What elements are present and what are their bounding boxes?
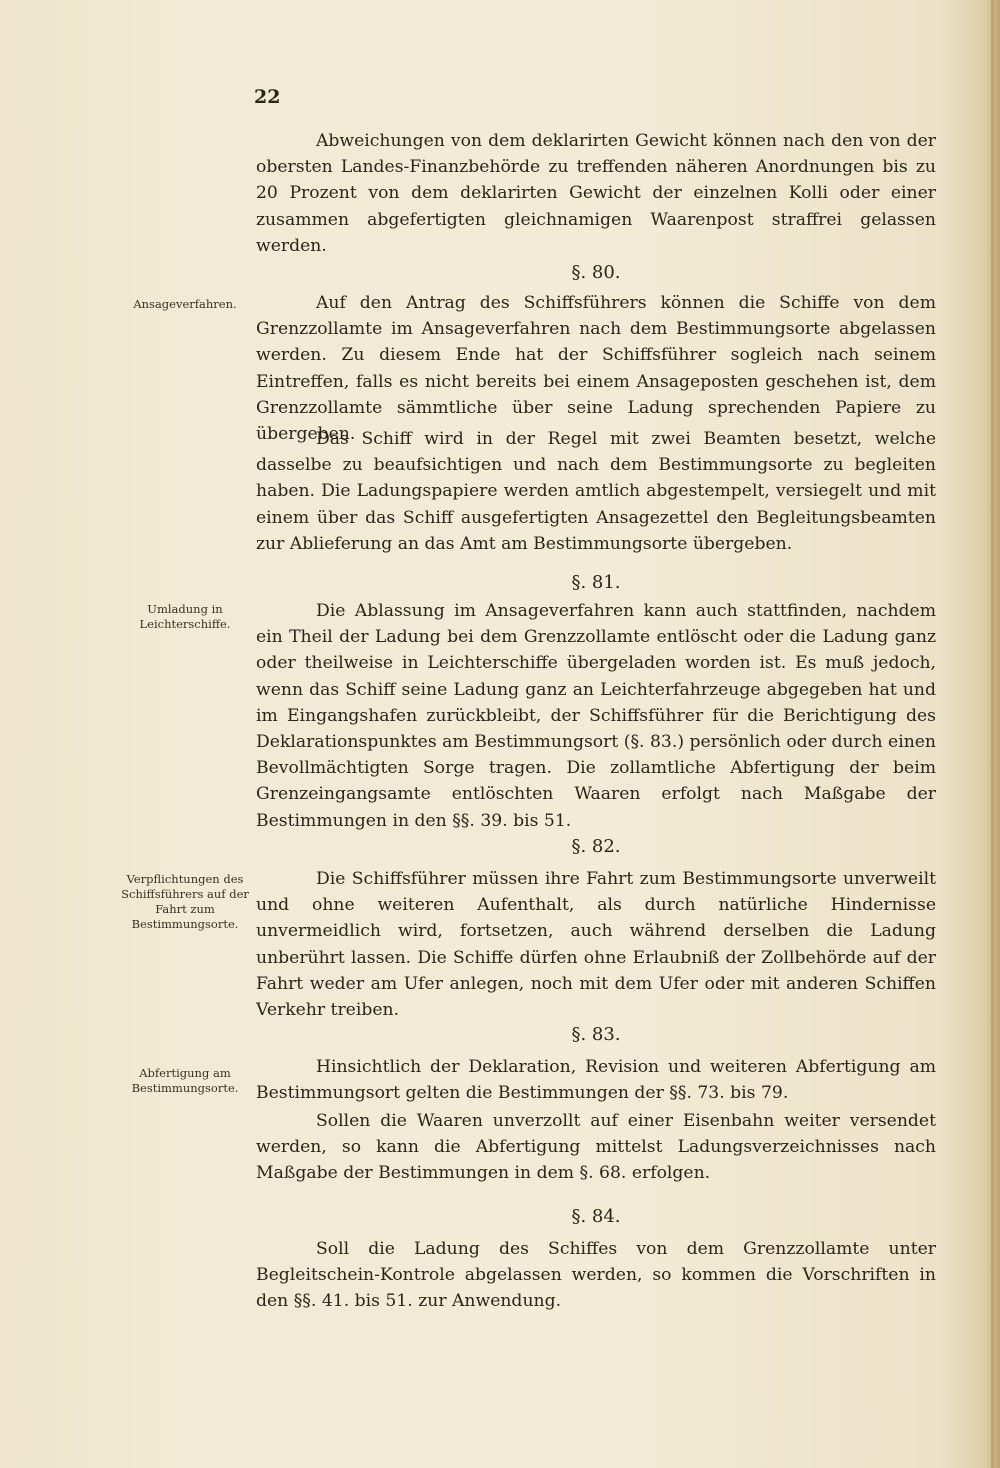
paragraph-84-1: Soll die Ladung des Schiffes von dem Grenzzollamte unter Begleitschein-Kontrole abgelassen werden, so kommen die Vorschriften in den §§. 41. bis 51. zur Anwendung.: [256, 1239, 936, 1312]
paragraph-80-1: Auf den Antrag des Schiffsführers können die Schiffe von dem Grenzzollamte im Ansageverfahren nach dem Bestimmungsorte abgelassen werden. Zu diesem Ende hat der Schiffsführer sogleich nach seinem Eintreffen, falls es nicht bereits bei einem Ansageposten geschehen ist, dem Grenzzollamte sämmtliche über seine Ladung sprechenden Papiere zu übergeben.: [256, 293, 936, 445]
page-number: 22: [254, 86, 281, 108]
section-heading-82: §. 82.: [571, 836, 621, 857]
paragraph-80-2: Das Schiff wird in der Regel mit zwei Beamten besetzt, welche dasselbe zu beaufsichtigen und nach dem Bestimmungsorte zu begleiten haben. Die Ladungspapiere werden amtlich abgestempelt, versiegelt und mit einem über das Schiff ausgefertigten Ansagezettel den Begleitungsbeamten zur Ablieferung an das Amt am Bestimmungsorte übergeben.: [256, 429, 936, 554]
section-heading-81: §. 81.: [571, 572, 621, 593]
margin-note-umladung: Umladung in Leichterschiffe.: [139, 602, 231, 631]
section-heading-84: §. 84.: [571, 1206, 621, 1227]
paragraph-continuation: Abweichungen von dem deklarirten Gewicht können nach den von der obersten Landes-Finanzbehörde zu treffenden näheren Anordnungen bis zu 20 Prozent von dem deklarirten Gewicht der einzelnen Kolli oder einer zusammen abgefertigten gleichnamigen Waarenpost straffrei gelassen werden.: [256, 131, 936, 256]
section-heading-83: §. 83.: [571, 1024, 621, 1045]
margin-note-abfertigung: Abfertigung am Bestimmungsorte.: [131, 1066, 239, 1095]
paragraph-82-1: Die Schiffsführer müssen ihre Fahrt zum Bestimmungsorte unverweilt und ohne weiteren Aufenthalt, als durch natürliche Hindernisse unvermeidlich wird, fortsetzen, auch während derselben die Ladung unberührt lassen. Die Schiffe dürfen ohne Erlaubniß der Zollbehörde auf der Fahrt weder am Ufer anlegen, noch mit dem Ufer oder mit anderen Schiffen Verkehr treiben.: [256, 869, 936, 1021]
margin-note-ansageverfahren: Ansageverfahren.: [133, 297, 237, 311]
margin-note-verpflichtungen: Verpflichtungen des Schiffsführers auf der Fahrt zum Bestimmungsorte.: [121, 872, 249, 931]
paragraph-83-2: Sollen die Waaren unverzollt auf einer Eisenbahn weiter versendet werden, so kann die Abfertigung mittelst Ladungsverzeichnisses nach Maßgabe der Bestimmungen in dem §. 68. erfolgen.: [256, 1111, 936, 1184]
paragraph-83-1: Hinsichtlich der Deklaration, Revision und weiteren Abfertigung am Bestimmungsort gelten die Bestimmungen der §§. 73. bis 79.: [256, 1057, 936, 1104]
page-edge-line: [991, 0, 994, 1468]
section-heading-80: §. 80.: [571, 262, 621, 283]
paragraph-81-1: Die Ablassung im Ansageverfahren kann auch stattfinden, nachdem ein Theil der Ladung bei dem Grenzzollamte entlöscht oder die Ladung ganz oder theilweise in Leichterschiffe übergeladen worden ist. Es muß jedoch, wenn das Schiff seine Ladung ganz an Leichterfahrzeuge abgegeben hat und im Eingangshafen zurückbleibt, der Schiffsführer für die Berichtigung des Deklarationspunktes am Bestimmungsort (§. 83.) persönlich oder durch einen Bevollmächtigten Sorge tragen. Die zollamtliche Abfertigung der beim Grenzeingangsamte entlöschten Waaren erfolgt nach Maßgabe der Bestimmungen in den §§. 39. bis 51.: [256, 601, 936, 831]
